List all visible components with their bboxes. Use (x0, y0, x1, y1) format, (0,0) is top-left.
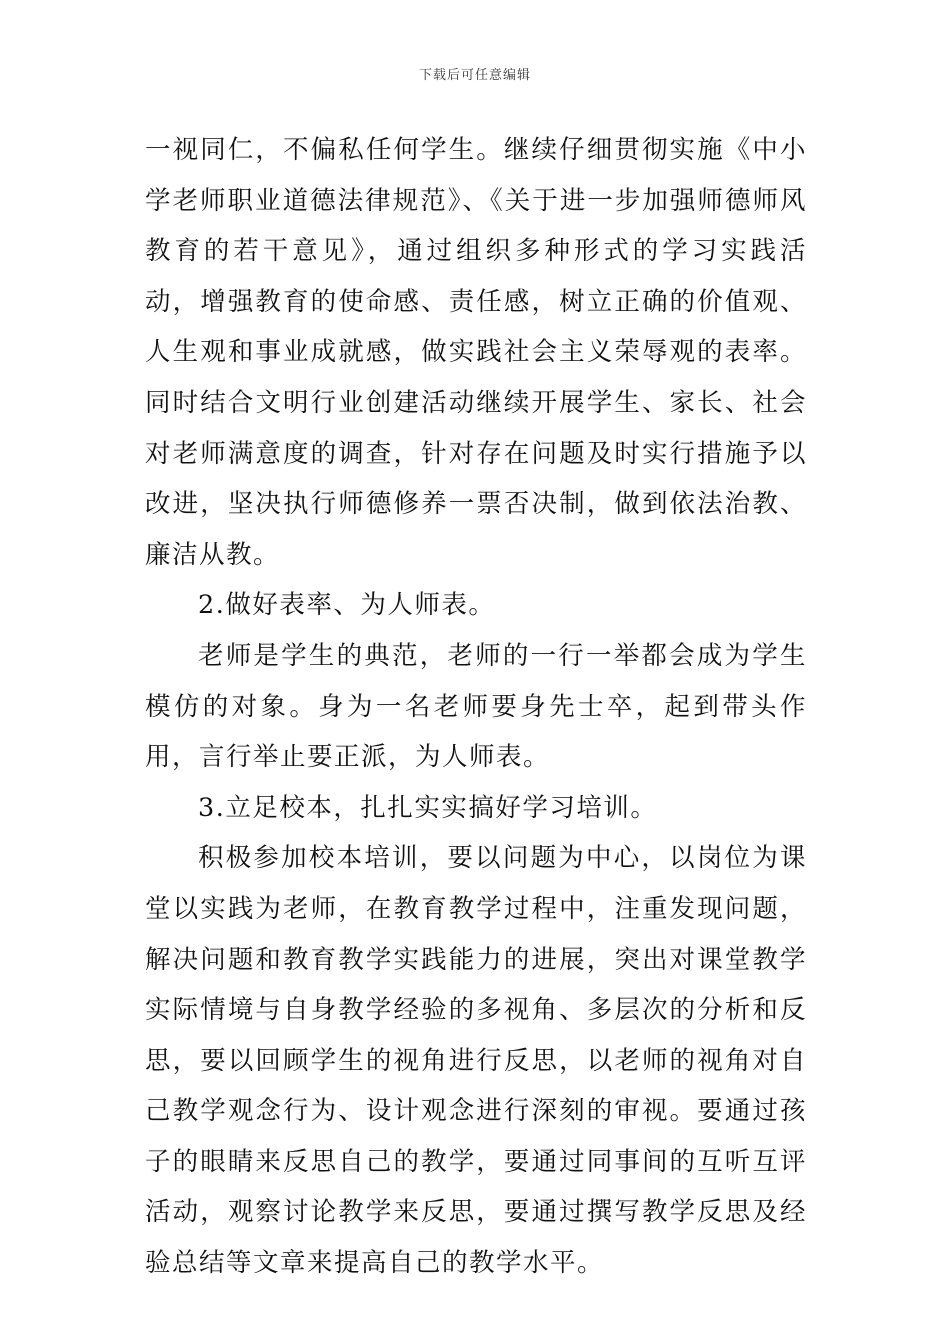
paragraph-continued: 一视同仁，不偏私任何学生。继续仔细贯彻实施《中小学老师职业道德法律规范》、《关于进一步加强师德师风教育的若干意见》，通过组织多种形式的学习实践活动，增强教育的使命感、责任感，树立正确的价值观、人生观和事业成就感，做实践社会主义荣辱观的表率。同时结合文明行业创建活动继续开展学生、家长、社会对老师满意度的调查，针对存在问题及时实行措施予以改进，坚决执行师德修养一票否决制，做到依法治教、廉洁从教。 (145, 135, 807, 570)
document-body (145, 125, 807, 1289)
page-header: 下载后可任意编辑 (418, 68, 531, 83)
paragraph-training: 积极参加校本培训，要以问题为中心，以岗位为课堂以实践为老师，在教育教学过程中，注重发现问题，解决问题和教育教学实践能力的进展，突出对课堂教学实际情境与自身教学经验的多视角、多层次的分析和反思，要以回顾学生的视角进行反思，以老师的视角对自己教学观念行为、设计观念进行深刻的审视。要通过孩子的眼睛来反思自己的教学，要通过同事间的互听互评活动，观察讨论教学来反思，要通过撰写教学反思及经验总结等文章来提高自己的教学水平。 (145, 843, 807, 1279)
paragraph-role-model: 老师是学生的典范，老师的一行一举都会成为学生模仿的对象。身为一名老师要身先士卒，起到带头作用，言行举止要正派，为人师表。 (145, 640, 807, 773)
section-heading-2: 2.做好表率、为人师表。 (198, 590, 496, 621)
section-heading-3: 3.立足校本，扎扎实实搞好学习培训。 (198, 792, 658, 823)
